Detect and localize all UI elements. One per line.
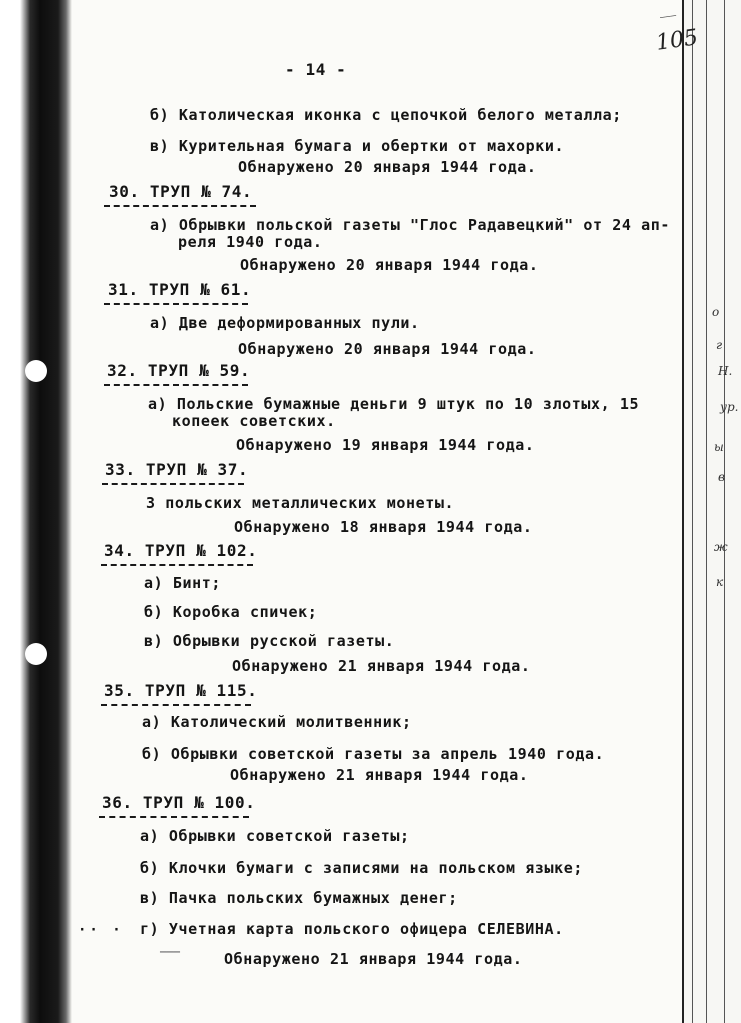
margin-dots: ·· · (78, 922, 124, 938)
item-line: в) Обрывки русской газеты. (144, 632, 395, 650)
item-line: копеек советских. (172, 412, 336, 430)
corpse-heading: 31. ТРУП № 61. (108, 280, 252, 299)
found-date: Обнаружено 20 января 1944 года. (240, 256, 539, 274)
corpse-heading: 34. ТРУП № 102. (104, 541, 258, 560)
item-line: б) Католическая иконка с цепочкой белого металла; (150, 106, 622, 124)
item-line: а) Обрывки польской газеты "Глос Радавецкий" от 24 ап- (150, 216, 671, 234)
punch-hole-top (25, 360, 47, 382)
item-line: а) Бинт; (144, 574, 222, 592)
heading-underline (102, 483, 244, 485)
item-line: а) Две деформированных пули. (150, 314, 420, 332)
item-line: б) Клочки бумаги с записями на польском языке; (140, 859, 584, 877)
corpse-heading: 32. ТРУП № 59. (107, 361, 251, 380)
corpse-heading: 36. ТРУП № 100. (102, 793, 256, 812)
item-line: в) Курительная бумага и обертки от махорки. (150, 137, 565, 155)
corpse-heading: 33. ТРУП № 37. (105, 460, 249, 479)
found-date: Обнаружено 20 января 1944 года. (238, 158, 537, 176)
handwritten-archive-number: 105 (654, 25, 700, 56)
heading-underline (101, 564, 253, 566)
heading-underline (104, 303, 248, 305)
found-date: Обнаружено 21 января 1944 года. (232, 657, 531, 675)
heading-underline (99, 816, 249, 818)
scan-shadow-left (0, 0, 72, 1023)
edge-fragment: ж (714, 540, 728, 554)
edge-fragment: о (712, 305, 720, 319)
corpse-heading: 30. ТРУП № 74. (109, 182, 253, 201)
edge-fragment: ы (714, 440, 724, 454)
edge-fragment: в (718, 470, 725, 484)
item-line: а) Католический молитвенник; (142, 713, 412, 731)
heading-underline (101, 704, 251, 706)
item-line: реля 1940 года. (178, 233, 323, 251)
underlying-sheet-edge (682, 0, 741, 1023)
found-date: Обнаружено 18 января 1944 года. (234, 518, 533, 536)
corpse-heading: 35. ТРУП № 115. (104, 681, 258, 700)
edge-fragment: ур. (720, 400, 739, 414)
edge-fragment: г (716, 338, 723, 352)
item-line: б) Коробка спичек; (144, 603, 318, 621)
edge-fragment: к (716, 575, 724, 589)
heading-underline (104, 384, 248, 386)
edge-fragment: Н. (718, 364, 733, 378)
found-date: Обнаружено 20 января 1944 года. (238, 340, 537, 358)
page-number: - 14 - (285, 60, 347, 79)
item-line: а) Обрывки советской газеты; (140, 827, 410, 845)
heading-underline (104, 205, 256, 207)
item-line: г) Учетная карта польского офицера СЕЛЕВИНА. (140, 920, 564, 938)
found-date: Обнаружено 19 января 1944 года. (236, 436, 535, 454)
found-date: Обнаружено 21 января 1944 года. (230, 766, 529, 784)
punch-hole-bottom (25, 643, 47, 665)
item-line: б) Обрывки советской газеты за апрель 1940 года. (142, 745, 605, 763)
item-line: в) Пачка польских бумажных денег; (140, 889, 458, 907)
item-line: а) Польские бумажные деньги 9 штук по 10 злотых, 15 (148, 395, 640, 413)
bleed-through-text: ▁▁▁ (160, 940, 180, 953)
found-date: Обнаружено 21 января 1944 года. (224, 950, 523, 968)
margin-tick: ——— (659, 10, 677, 24)
item-line: 3 польских металлических монеты. (146, 494, 455, 512)
